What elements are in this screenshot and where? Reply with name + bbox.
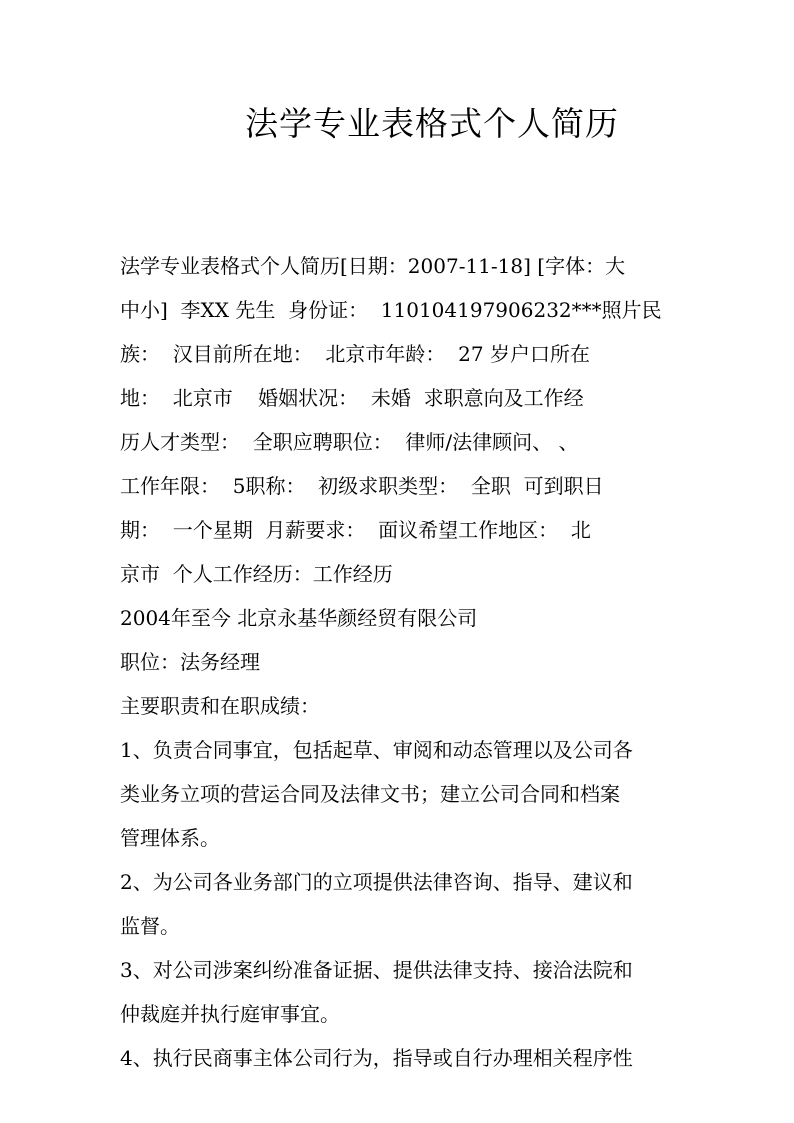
- body-line: 监督。: [120, 914, 180, 938]
- body-line: 3、对公司涉案纠纷准备证据、提供法律支持、接洽法院和: [120, 958, 633, 982]
- body-line: 4、执行民商事主体公司行为，指导或自行办理相关程序性: [120, 1046, 633, 1070]
- body-line: 历人才类型： 全职应聘职位： 律师/法律顾问、 、: [120, 430, 579, 454]
- body-line: 2004年至今 北京永基华颜经贸有限公司: [120, 606, 478, 630]
- body-line: 2、为公司各业务部门的立项提供法律咨询、指导、建议和: [120, 870, 633, 894]
- body-line: 工作年限： 5职称： 初级求职类型： 全职 可到职日: [120, 474, 604, 498]
- body-line: 京市 个人工作经历：工作经历: [120, 562, 393, 586]
- body-line: 仲裁庭并执行庭审事宜。: [120, 1002, 340, 1026]
- body-line: 类业务立项的营运合同及法律文书；建立公司合同和档案: [120, 782, 620, 806]
- body-line: 地： 北京市 婚姻状况： 未婚 求职意向及工作经: [120, 386, 584, 410]
- document-title: 法学专业表格式个人简历: [245, 104, 619, 143]
- body-line: 1、负责合同事宜，包括起草、审阅和动态管理以及公司各: [120, 738, 633, 762]
- body-line: 法学专业表格式个人简历[日期：2007-11-18] [字体：大: [120, 254, 626, 278]
- body-line: 主要职责和在职成绩：: [120, 694, 320, 718]
- body-line: 管理体系。: [120, 826, 220, 850]
- body-line: 中小] 李XX 先生 身份证： 110104197906232***照片民: [120, 298, 662, 322]
- body-line: 职位：法务经理: [120, 650, 260, 674]
- body-line: 期： 一个星期 月薪要求： 面议希望工作地区： 北: [120, 518, 591, 542]
- body-line: 族： 汉目前所在地： 北京市年龄： 27 岁户口所在: [120, 342, 590, 366]
